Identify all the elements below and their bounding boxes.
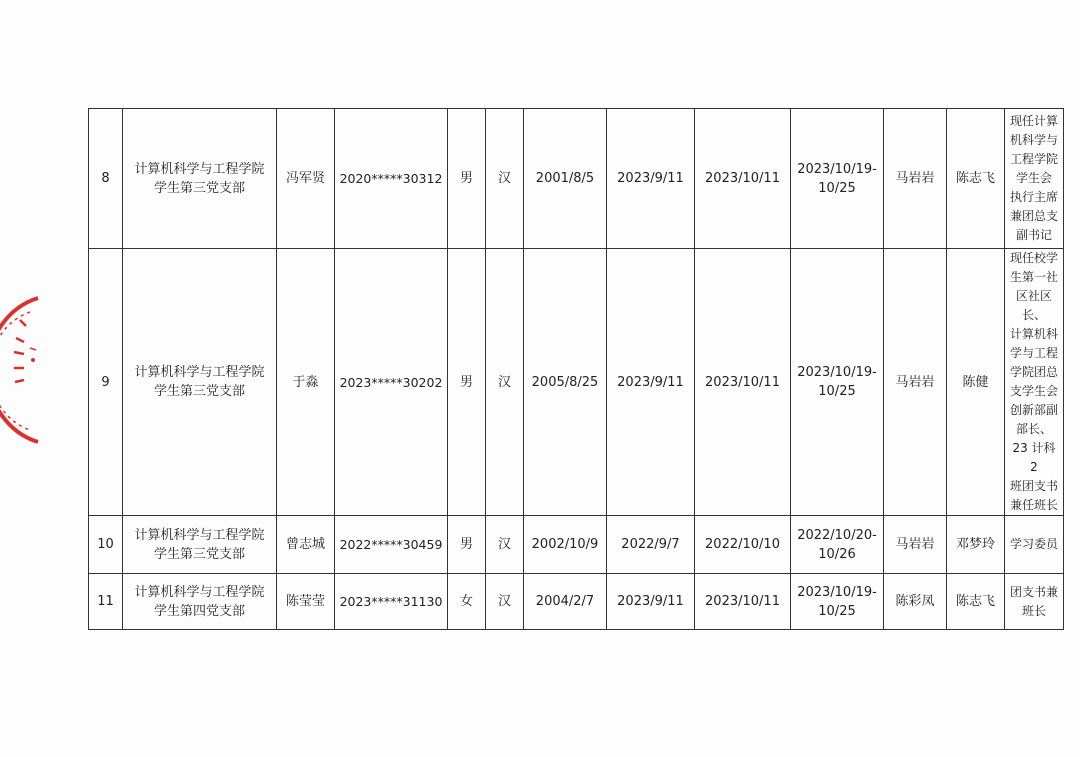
referee2-cell xyxy=(947,516,1005,574)
party-branch-cell xyxy=(123,109,277,249)
training-period-cell xyxy=(791,249,884,516)
referee-1: 马岩岩 xyxy=(895,374,935,390)
ethnicity: 汉 xyxy=(497,537,511,552)
position-cell xyxy=(1005,109,1064,249)
ethnicity: 汉 xyxy=(497,171,511,186)
date-b: 2022/10/10 xyxy=(705,537,780,552)
position-line: 支学生会 xyxy=(1009,384,1058,398)
birth-date: 2001/8/5 xyxy=(535,171,595,186)
party-branch-cell xyxy=(123,574,277,630)
position-line: 学院团总 xyxy=(1009,365,1058,379)
ethnicity: 汉 xyxy=(497,374,511,390)
position-line: 执行主席 xyxy=(1009,190,1058,204)
student-id: 2023*****30202 xyxy=(339,374,443,390)
member-roster-table xyxy=(88,108,1064,630)
training-period-line1: 2023/10/19- xyxy=(797,161,877,177)
date-a-cell xyxy=(607,249,695,516)
training-period-cell xyxy=(791,574,884,630)
referee-1: 马岩岩 xyxy=(895,537,935,552)
table-row xyxy=(89,109,1064,249)
date-a-cell xyxy=(607,574,695,630)
gender-cell xyxy=(448,249,486,516)
student-id: 2023*****31130 xyxy=(339,594,443,609)
training-period-cell xyxy=(791,516,884,574)
training-period-line1: 2023/10/19- xyxy=(797,365,877,380)
member-name: 冯军贤 xyxy=(285,171,325,186)
gender: 女 xyxy=(459,594,473,609)
party-branch-line1: 计算机科学与工程学院 xyxy=(134,365,265,380)
party-branch-cell xyxy=(123,516,277,574)
birth-date-cell xyxy=(524,574,607,630)
date-a: 2023/9/11 xyxy=(617,594,684,609)
position-line: 兼任班长 xyxy=(1009,498,1058,512)
ethnicity-cell xyxy=(486,516,524,574)
position-line: 创新部副 xyxy=(1009,403,1058,417)
row-number: 10 xyxy=(97,537,114,552)
date-a: 2023/9/11 xyxy=(617,171,684,186)
gender: 男 xyxy=(459,537,473,552)
position-cell xyxy=(1005,516,1064,574)
position-line: 工程学院 xyxy=(1009,152,1058,166)
referee2-cell xyxy=(947,574,1005,630)
referee1-cell xyxy=(884,109,947,249)
party-branch-line2: 学生第三党支部 xyxy=(153,384,245,399)
position-line: 兼团总支 xyxy=(1009,209,1058,223)
training-period-cell xyxy=(791,109,884,249)
training-period-line1: 2023/10/19- xyxy=(797,584,877,600)
party-branch-line2: 学生第三党支部 xyxy=(153,180,245,196)
training-period-line1: 2022/10/20- xyxy=(797,527,877,543)
party-branch-cell xyxy=(123,249,277,516)
birth-date: 2004/2/7 xyxy=(535,594,595,609)
referee-1: 陈彩凤 xyxy=(895,594,935,609)
referee2-cell xyxy=(947,249,1005,516)
date-a-cell xyxy=(607,109,695,249)
position-line: 计算机科 xyxy=(1009,327,1058,341)
student-id: 2022*****30459 xyxy=(339,537,443,552)
birth-date: 2002/10/9 xyxy=(531,537,599,552)
position-line: 班长 xyxy=(1021,603,1046,618)
date-b-cell xyxy=(695,249,791,516)
referee2-cell xyxy=(947,109,1005,249)
ethnicity: 汉 xyxy=(497,594,511,609)
referee-1: 马岩岩 xyxy=(895,171,935,186)
position-line: 学与工程 xyxy=(1009,346,1058,360)
student-id-cell xyxy=(335,574,448,630)
gender-cell xyxy=(448,516,486,574)
position-line: 生第一社 xyxy=(1009,270,1058,284)
birth-date: 2005/8/25 xyxy=(531,374,599,390)
position-line: 副书记 xyxy=(1015,228,1052,242)
name-cell xyxy=(277,574,335,630)
position-line: 现任计算 xyxy=(1009,114,1058,128)
table-row xyxy=(89,249,1064,516)
table-row xyxy=(89,516,1064,574)
referee1-cell xyxy=(884,516,947,574)
party-branch-line1: 计算机科学与工程学院 xyxy=(134,527,265,543)
student-id-cell xyxy=(335,516,448,574)
position-cell xyxy=(1005,249,1064,516)
position-line: 班团支书 xyxy=(1009,479,1058,493)
position-line: 团支书兼 xyxy=(1009,584,1058,599)
row-number: 9 xyxy=(101,374,110,390)
birth-date-cell xyxy=(524,516,607,574)
party-branch-line2: 学生第三党支部 xyxy=(153,546,245,562)
referee-2: 邓梦玲 xyxy=(955,537,995,552)
training-period-line2: 10/25 xyxy=(818,180,856,196)
date-a-cell xyxy=(607,516,695,574)
date-b: 2023/10/11 xyxy=(705,171,780,186)
date-b: 2023/10/11 xyxy=(705,594,780,609)
position-line: 区社区长、 xyxy=(1015,289,1052,322)
date-b-cell xyxy=(695,109,791,249)
member-name: 于淼 xyxy=(292,374,319,390)
birth-date-cell xyxy=(524,249,607,516)
gender: 男 xyxy=(459,374,473,390)
row-number-cell xyxy=(89,516,123,574)
date-b-cell xyxy=(695,574,791,630)
name-cell xyxy=(277,516,335,574)
name-cell xyxy=(277,109,335,249)
gender-cell xyxy=(448,574,486,630)
gender-cell xyxy=(448,109,486,249)
member-name: 陈莹莹 xyxy=(285,594,325,609)
row-number: 11 xyxy=(97,594,114,609)
student-id: 2020*****30312 xyxy=(339,171,443,186)
table-row xyxy=(89,574,1064,630)
referee-2: 陈志飞 xyxy=(955,171,995,186)
name-cell xyxy=(277,249,335,516)
date-b: 2023/10/11 xyxy=(705,374,780,390)
row-number-cell xyxy=(89,574,123,630)
date-a: 2023/9/11 xyxy=(617,374,684,390)
party-branch-line2: 学生第四党支部 xyxy=(153,603,245,619)
student-id-cell xyxy=(335,109,448,249)
position-line: 23 计科 2 xyxy=(1012,441,1056,474)
member-name: 曾志城 xyxy=(285,537,325,552)
position-line: 现任校学 xyxy=(1009,251,1058,265)
referee1-cell xyxy=(884,574,947,630)
party-branch-line1: 计算机科学与工程学院 xyxy=(134,161,265,177)
ethnicity-cell xyxy=(486,109,524,249)
position-line: 机科学与 xyxy=(1009,133,1058,147)
position-line: 部长、 xyxy=(1015,422,1052,436)
gender: 男 xyxy=(459,171,473,186)
training-period-line2: 10/25 xyxy=(818,603,856,619)
position-line: 学生会 xyxy=(1015,171,1052,185)
date-a: 2022/9/7 xyxy=(621,537,680,552)
referee-2: 陈志飞 xyxy=(955,594,995,609)
position-line: 学习委员 xyxy=(1009,537,1058,551)
red-seal-stamp xyxy=(0,290,44,450)
date-b-cell xyxy=(695,516,791,574)
row-number-cell xyxy=(89,109,123,249)
training-period-line2: 10/25 xyxy=(818,384,856,399)
ethnicity-cell xyxy=(486,249,524,516)
row-number-cell xyxy=(89,249,123,516)
row-number: 8 xyxy=(101,171,110,186)
ethnicity-cell xyxy=(486,574,524,630)
birth-date-cell xyxy=(524,109,607,249)
referee-2: 陈健 xyxy=(962,374,989,390)
position-cell xyxy=(1005,574,1064,630)
training-period-line2: 10/26 xyxy=(818,546,856,562)
party-branch-line1: 计算机科学与工程学院 xyxy=(134,584,265,600)
student-id-cell xyxy=(335,249,448,516)
referee1-cell xyxy=(884,249,947,516)
